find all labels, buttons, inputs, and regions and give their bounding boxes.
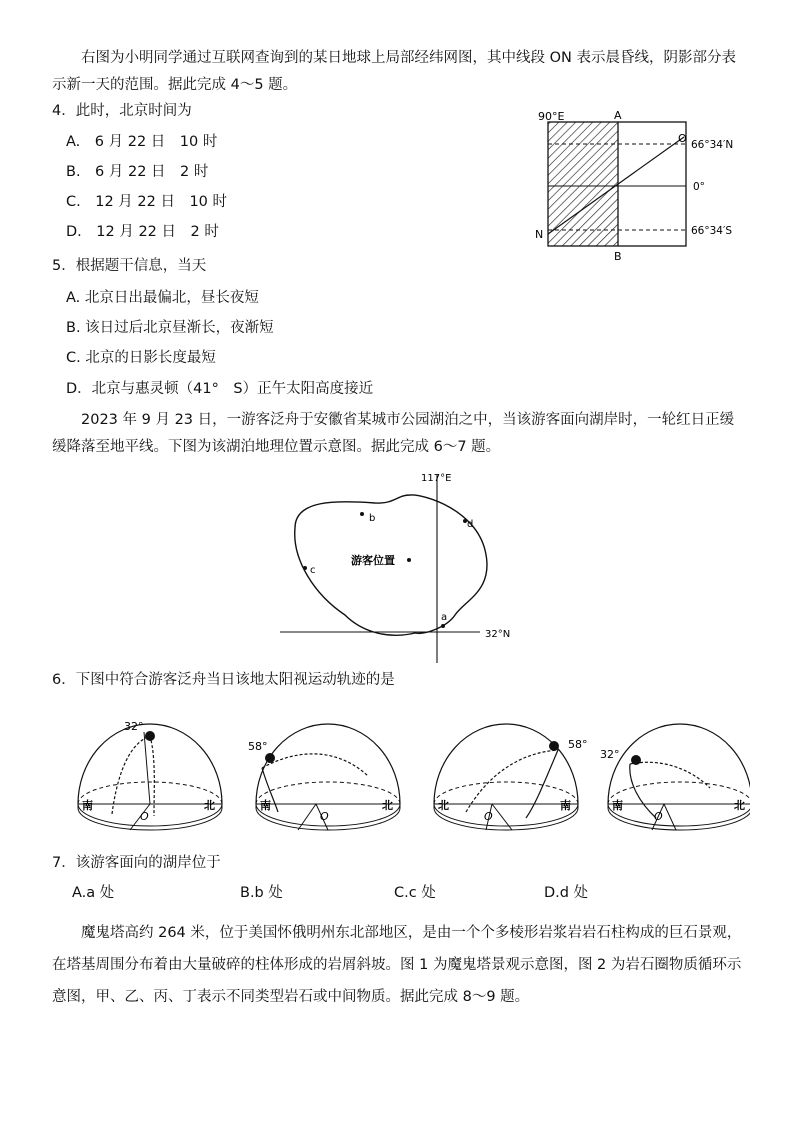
dome-c-angle: 58°: [568, 738, 588, 751]
label-d: d: [467, 519, 474, 530]
dome-c-right: 南: [560, 799, 571, 812]
q4-option-b: B. 6 月 22 日 2 时: [66, 164, 209, 180]
q7-option-b: B.b 处: [240, 885, 283, 901]
label-n: N: [535, 228, 544, 241]
dome-c-center: O: [484, 810, 493, 823]
dome-option-a: [78, 720, 222, 830]
dome-b-angle: 58°: [248, 740, 268, 753]
label-117e: 117°E: [421, 473, 452, 484]
intro-paragraph-2: 2023 年 9 月 23 日，一游客泛舟于安徽省某城市公园湖泊之中，当该游客面向湖岸时，一轮红日正缓缓降落至地平线。下图为该湖泊地理位置示意图。据此完成 6～7 题。: [52, 412, 735, 455]
label-lat-s: 66°34′S: [691, 225, 733, 237]
label-c: c: [310, 565, 316, 576]
dome-a-center: O: [140, 810, 149, 823]
q5-option-d: D．北京与惠灵顿（41° S）正午太阳高度接近: [66, 381, 374, 397]
question-7-stem: 7．该游客面向的湖岸位于: [52, 855, 221, 871]
point-c: [303, 566, 307, 570]
dome-d-angle: 32°: [600, 748, 620, 761]
q7-option-d: D.d 处: [544, 885, 589, 901]
label-o: O: [678, 132, 687, 145]
lake-location-map: [275, 465, 525, 665]
q7-option-c: C.c 处: [394, 885, 436, 901]
q5-option-b: B. 该日过后北京昼渐长，夜渐短: [66, 320, 274, 336]
dome-d-right: 北: [734, 799, 745, 812]
q4-option-a: A. 6 月 22 日 10 时: [66, 134, 218, 150]
label-90e: 90°E: [538, 110, 565, 123]
label-a: a: [441, 612, 448, 623]
q4-option-c: C. 12 月 22 日 10 时: [66, 194, 228, 210]
dome-d-left: 南: [612, 799, 623, 812]
point-tourist: [407, 558, 411, 562]
dome-a-left: 南: [82, 799, 93, 812]
label-a: A: [614, 109, 622, 122]
point-b: [360, 512, 364, 516]
question-5-stem: 5．根据题干信息，当天: [52, 258, 207, 274]
label-b: B: [614, 250, 622, 263]
dome-a-angle: 32°: [124, 720, 144, 733]
label-lat-n: 66°34′N: [691, 139, 734, 151]
point-a: [441, 624, 445, 628]
dome-d-center: O: [654, 810, 663, 823]
dome-a-right: 北: [204, 799, 215, 812]
q5-option-a: A. 北京日出最偏北，昼长夜短: [66, 290, 259, 306]
dome-option-b: [248, 724, 400, 830]
dome-option-d: [600, 724, 750, 830]
label-tourist-position: 游客位置: [351, 554, 395, 567]
q7-option-a: A.a 处: [72, 885, 115, 901]
new-day-shaded-area: [548, 122, 618, 246]
q4-option-d: D. 12 月 22 日 2 时: [66, 224, 219, 240]
question-6-stem: 6．下图中符合游客泛舟当日该地太阳视运动轨迹的是: [52, 672, 395, 688]
intro-paragraph-3: 魔鬼塔高约 264 米，位于美国怀俄明州东北部地区，是由一个个多棱形岩浆岩岩石柱构成的巨石景观，在塔基周围分布着由大量破碎的柱体形成的岩屑斜坡。图 1 为魔鬼塔景观示意图，图 2 为岩石圈物质循环示意图，甲、乙、丙、丁表示不同类型岩石或中间物质。据此完成 8～9 题。: [52, 925, 742, 1005]
q5-option-c: C. 北京的日影长度最短: [66, 350, 216, 366]
dome-b-center: O: [320, 810, 329, 823]
label-b: b: [369, 513, 376, 524]
dome-option-c: [434, 724, 588, 830]
sun-path-options: [70, 708, 750, 840]
graticule-figure: [530, 108, 750, 268]
label-32n: 32°N: [485, 629, 511, 640]
intro-paragraph-1: 右图为小明同学通过互联网查询到的某日地球上局部经纬网图，其中线段 ON 表示晨昏线，阴影部分表示新一天的范围。据此完成 4～5 题。: [52, 50, 736, 93]
question-4-stem: 4．此时，北京时间为: [52, 103, 192, 119]
label-lat-eq: 0°: [693, 181, 705, 193]
dome-c-left: 北: [438, 799, 449, 812]
dome-b-left: 南: [260, 799, 271, 812]
dome-b-right: 北: [382, 799, 393, 812]
